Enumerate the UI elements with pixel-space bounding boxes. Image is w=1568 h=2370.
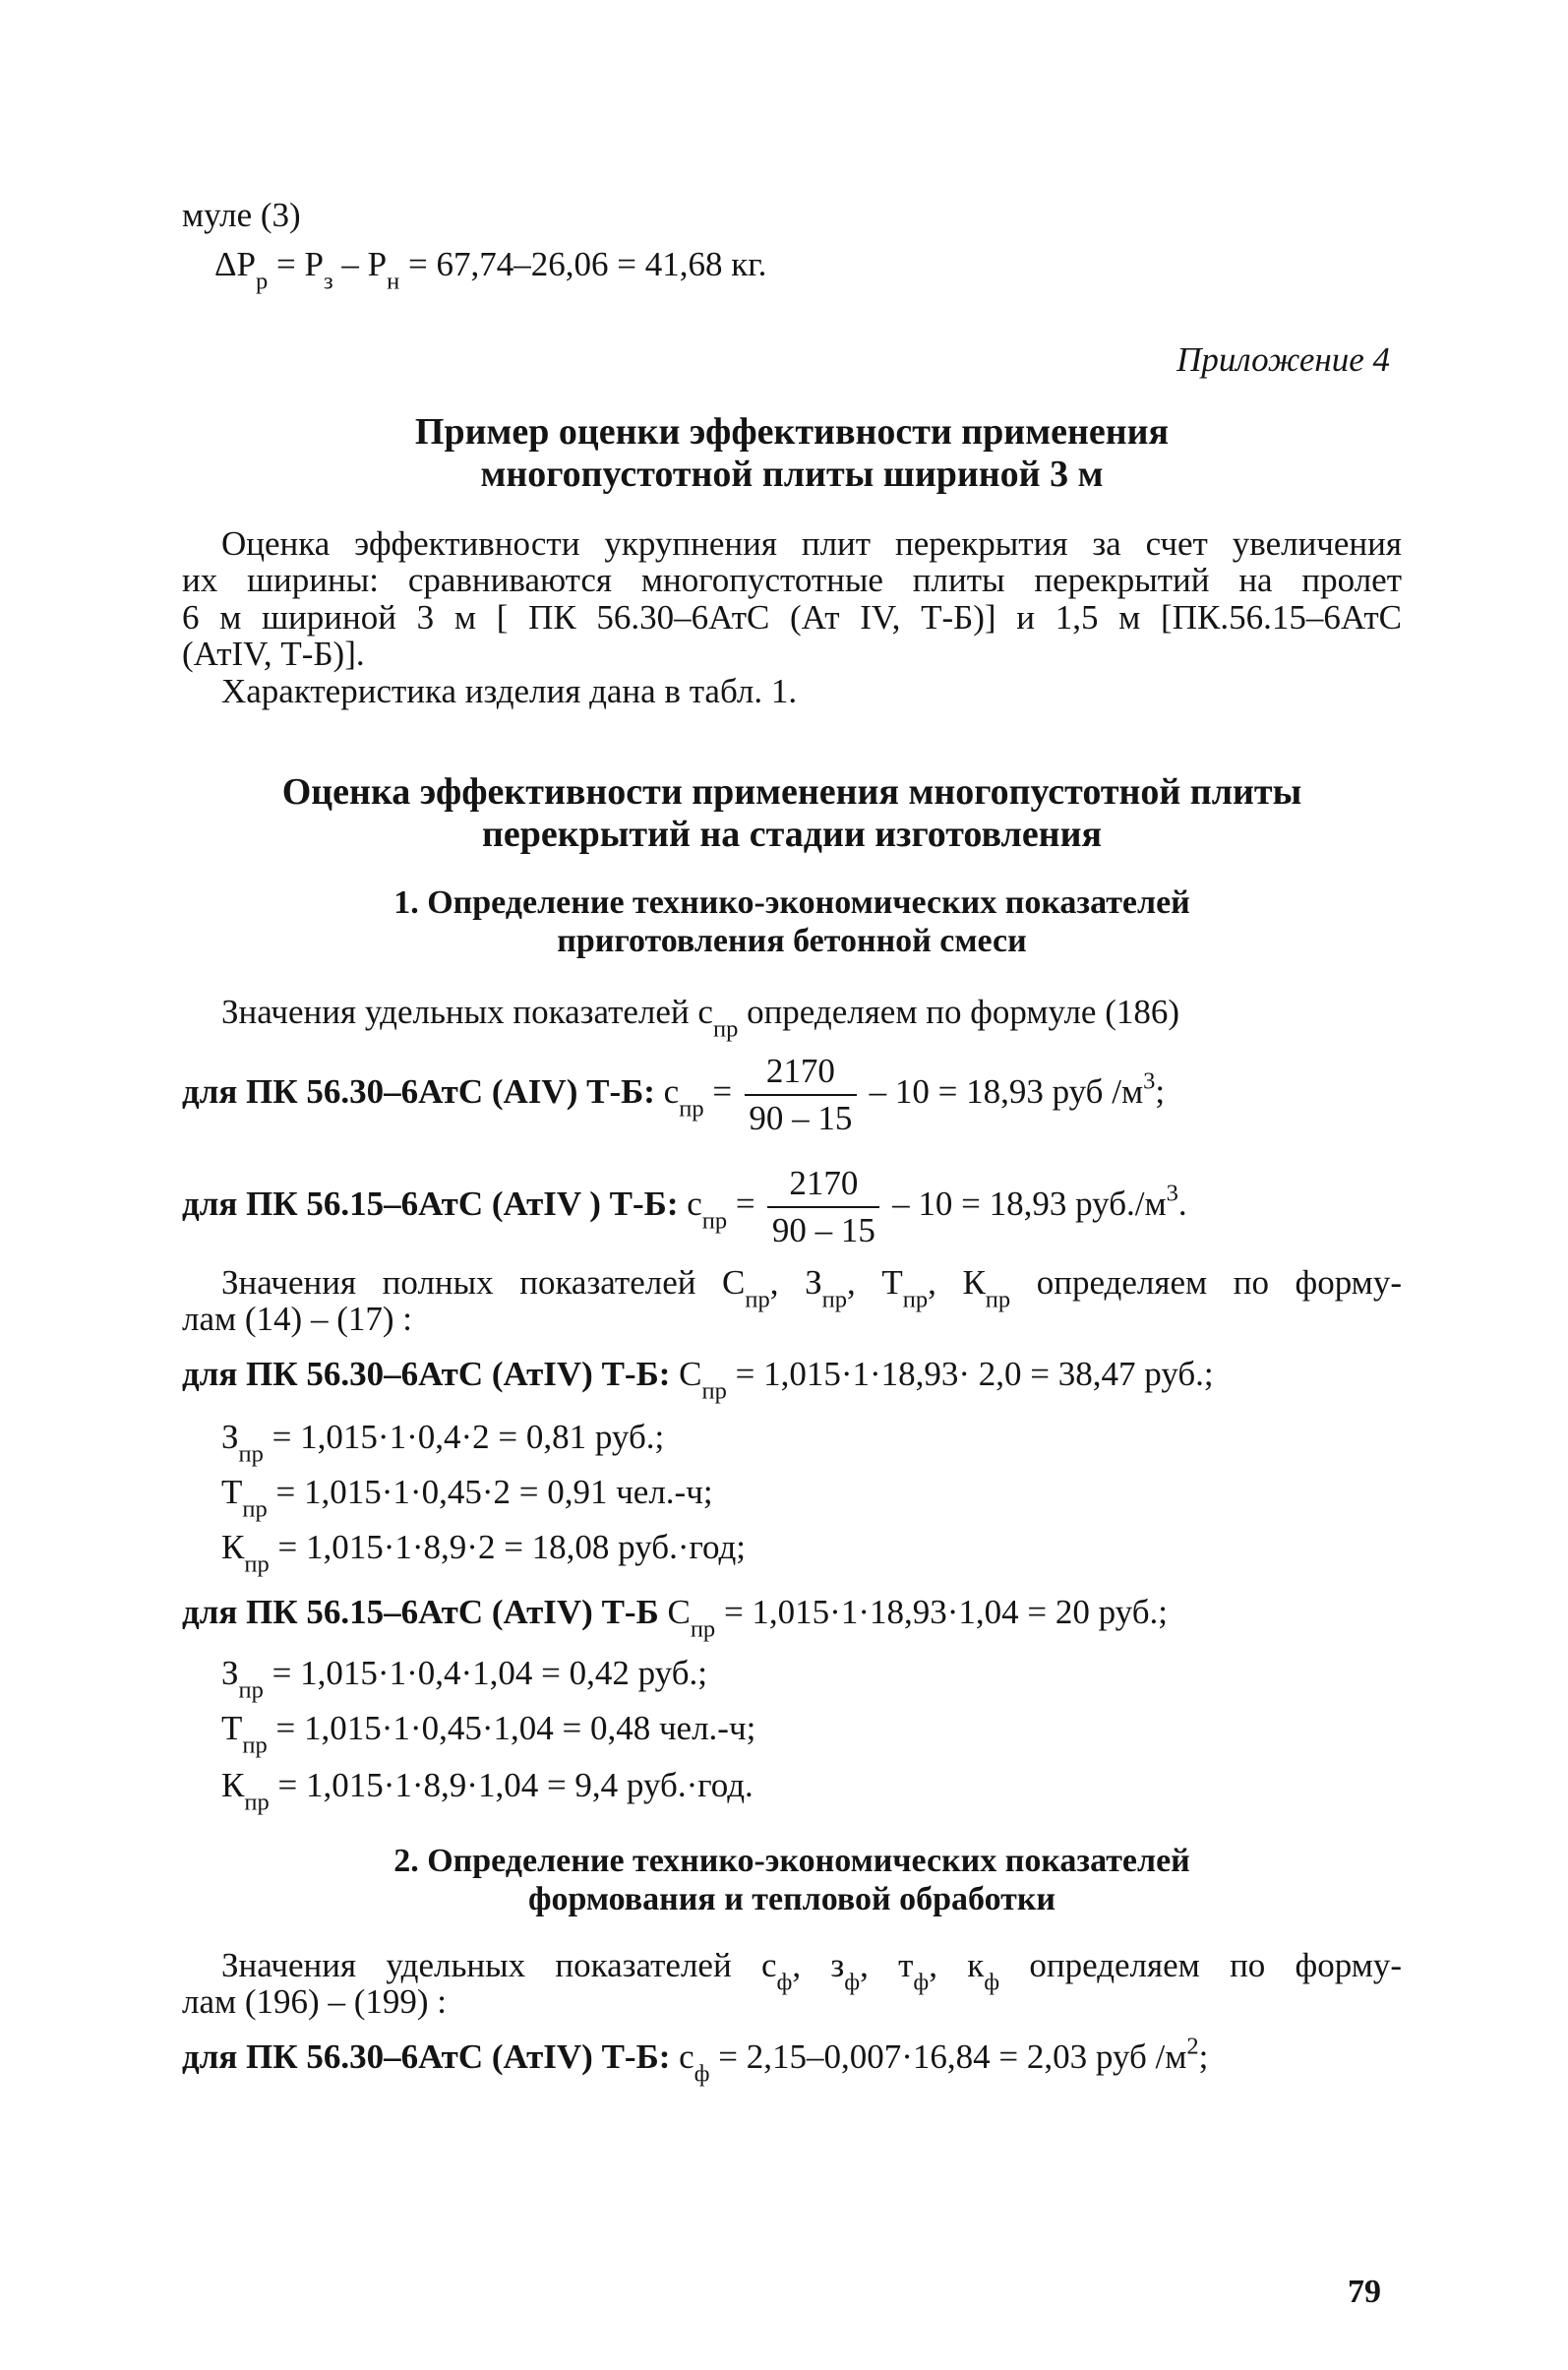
page-title-line-2: многопустотной плиты шириной 3 м bbox=[480, 453, 1104, 495]
set-2-label: для ПК 56.15–6АтС (АтIV) Т-Б bbox=[182, 1593, 659, 1631]
subsection-1-line-1: 1. Определение технико-экономических показателей bbox=[393, 884, 1190, 921]
formula-delta-p: $\Delta P_р = P_з - P_н = 67,74-26,06 = 41,68$ кг. bbox=[214, 245, 767, 295]
page-title-line-1: Пример оценки эффективности применения bbox=[414, 411, 1170, 453]
subsection-2-line-1: 2. Определение технико-экономических показателей bbox=[393, 1843, 1190, 1879]
full-indicators-intro bbox=[182, 1265, 1402, 1338]
set-1-line-c bbox=[182, 1354, 1402, 1405]
page-title bbox=[182, 411, 1402, 495]
full-intro-line-2: лам (14) – (17) : bbox=[182, 1299, 412, 1338]
set-1-c-value: $С_{пр} = 1,015\cdot 1\cdot 18,93\cdot 2,0 = 38,47$ руб.; bbox=[679, 1355, 1214, 1405]
set-2-line-c bbox=[182, 1592, 1402, 1643]
equation-2-label: для ПК 56.15–6АтС (АтIV ) Т-Б: bbox=[182, 1185, 679, 1224]
continuation-text: муле (3) bbox=[182, 196, 301, 234]
equation-3-value: $c_ф = 2,15-0,007\cdot 16,84 = 2,03$ руб $/м^2$; bbox=[679, 2033, 1209, 2088]
equation-2-numerator: 2170 bbox=[767, 1163, 879, 1208]
subsection-2-title bbox=[182, 1842, 1402, 1918]
set-2-line-k: $К_{пр} = 1,015\cdot 1\cdot 8,9\cdot 1,04 = 9,4$ руб.·год. bbox=[221, 1766, 754, 1816]
set-1-line-z: $З_{пр} = 1,015\cdot 1\cdot 0,4\cdot 2 = 0,81$ руб.; bbox=[221, 1418, 665, 1468]
section-title-line-2: перекрытий на стадии изготовления bbox=[481, 813, 1103, 855]
set-1-label: для ПК 56.30–6АтС (АтIV) Т-Б: bbox=[182, 1355, 671, 1393]
equation-3 bbox=[182, 2033, 1402, 2088]
intro-line-4: (АтIV, Т-Б)]. bbox=[182, 635, 365, 674]
page-number: 79 bbox=[1348, 2274, 1381, 2310]
intro-paragraph bbox=[182, 525, 1402, 709]
intro-line-2: их ширины: сравниваются многопустотные плиты перекрытий на пролет bbox=[182, 561, 1402, 600]
equation-2-denominator: 90 – 15 bbox=[771, 1211, 875, 1249]
set-2-line-t: $Т_{пр} = 1,015\cdot 1\cdot 0,45\cdot 1,04 = 0,48$ чел.-ч; bbox=[221, 1709, 756, 1759]
set-1-line-t: $Т_{пр} = 1,015\cdot 1\cdot 0,45\cdot 2 = 0,91$ чел.-ч; bbox=[221, 1473, 713, 1523]
full-intro-line-1: Значения полных показателей $С_{пр}$, $З_{пр}$, $Т_{пр}$, $К_{пр}$ определяем по форму- bbox=[221, 1263, 1402, 1313]
intro-line-3: 6 м шириной 3 м [ ПК 56.30–6АтС (Ат IV, Т-Б)] и 1,5 м [ПК.56.15–6АтС bbox=[182, 597, 1402, 637]
appendix-label: Приложение 4 bbox=[1176, 340, 1390, 379]
forming-intro-line-1: Значения удельных показателей $c_ф$, $з_ф$, $т_ф$, $к_ф$ определяем по форму- bbox=[221, 1946, 1403, 1996]
set-2-c-value: $С_{пр} = 1,015\cdot 1\cdot 18,93\cdot 1,04 = 20$ руб.; bbox=[667, 1593, 1168, 1643]
equation-2-lhs: $c_{пр}$ = bbox=[687, 1185, 755, 1235]
subsection-1-title bbox=[182, 883, 1402, 960]
equation-1-label: для ПК 56.30–6АтС (AIV) Т-Б: bbox=[182, 1072, 655, 1112]
forming-intro-line-2: лам (196) – (199) : bbox=[182, 1981, 447, 2021]
specific-indicators-intro: Значения удельных показателей $c_{пр}$ определяем по формуле (186) bbox=[221, 993, 1180, 1043]
equation-1-rhs: – 10 = 18,93 руб $/м^3$; bbox=[869, 1067, 1166, 1112]
forming-indicators-intro bbox=[182, 1948, 1402, 2021]
section-title bbox=[182, 771, 1402, 855]
subsection-1-line-2: приготовления бетонной смеси bbox=[557, 923, 1027, 960]
section-title-line-1: Оценка эффективности применения многопустотной плиты bbox=[281, 771, 1302, 813]
equation-1-denominator: 90 – 15 bbox=[749, 1099, 853, 1137]
equation-1 bbox=[182, 1051, 1402, 1139]
subsection-2-line-2: формования и тепловой обработки bbox=[527, 1881, 1056, 1918]
equation-2-rhs: – 10 = 18,93 $руб./м^3$. bbox=[892, 1180, 1187, 1224]
equation-2 bbox=[182, 1163, 1402, 1251]
equation-1-numerator: 2170 bbox=[745, 1051, 857, 1096]
set-2-line-z: $З_{пр} = 1,015\cdot 1\cdot 0,4\cdot 1,04 = 0,42$ руб.; bbox=[221, 1654, 707, 1704]
intro-line-5: Характеристика изделия дана в табл. 1. bbox=[221, 671, 798, 710]
intro-line-1: Оценка эффективности укрупнения плит перекрытия за счет увеличения bbox=[221, 524, 1402, 563]
equation-3-label: для ПК 56.30–6АтС (АтIV) Т-Б: bbox=[182, 2037, 671, 2076]
set-1-line-k: $К_{пр} = 1,015\cdot 1\cdot 8,9\cdot 2 = 18,08$ руб.·год; bbox=[221, 1528, 746, 1578]
equation-1-lhs: $c_{пр}$ = bbox=[663, 1072, 733, 1123]
equation-2-fraction bbox=[767, 1163, 879, 1251]
equation-1-fraction bbox=[745, 1051, 857, 1139]
